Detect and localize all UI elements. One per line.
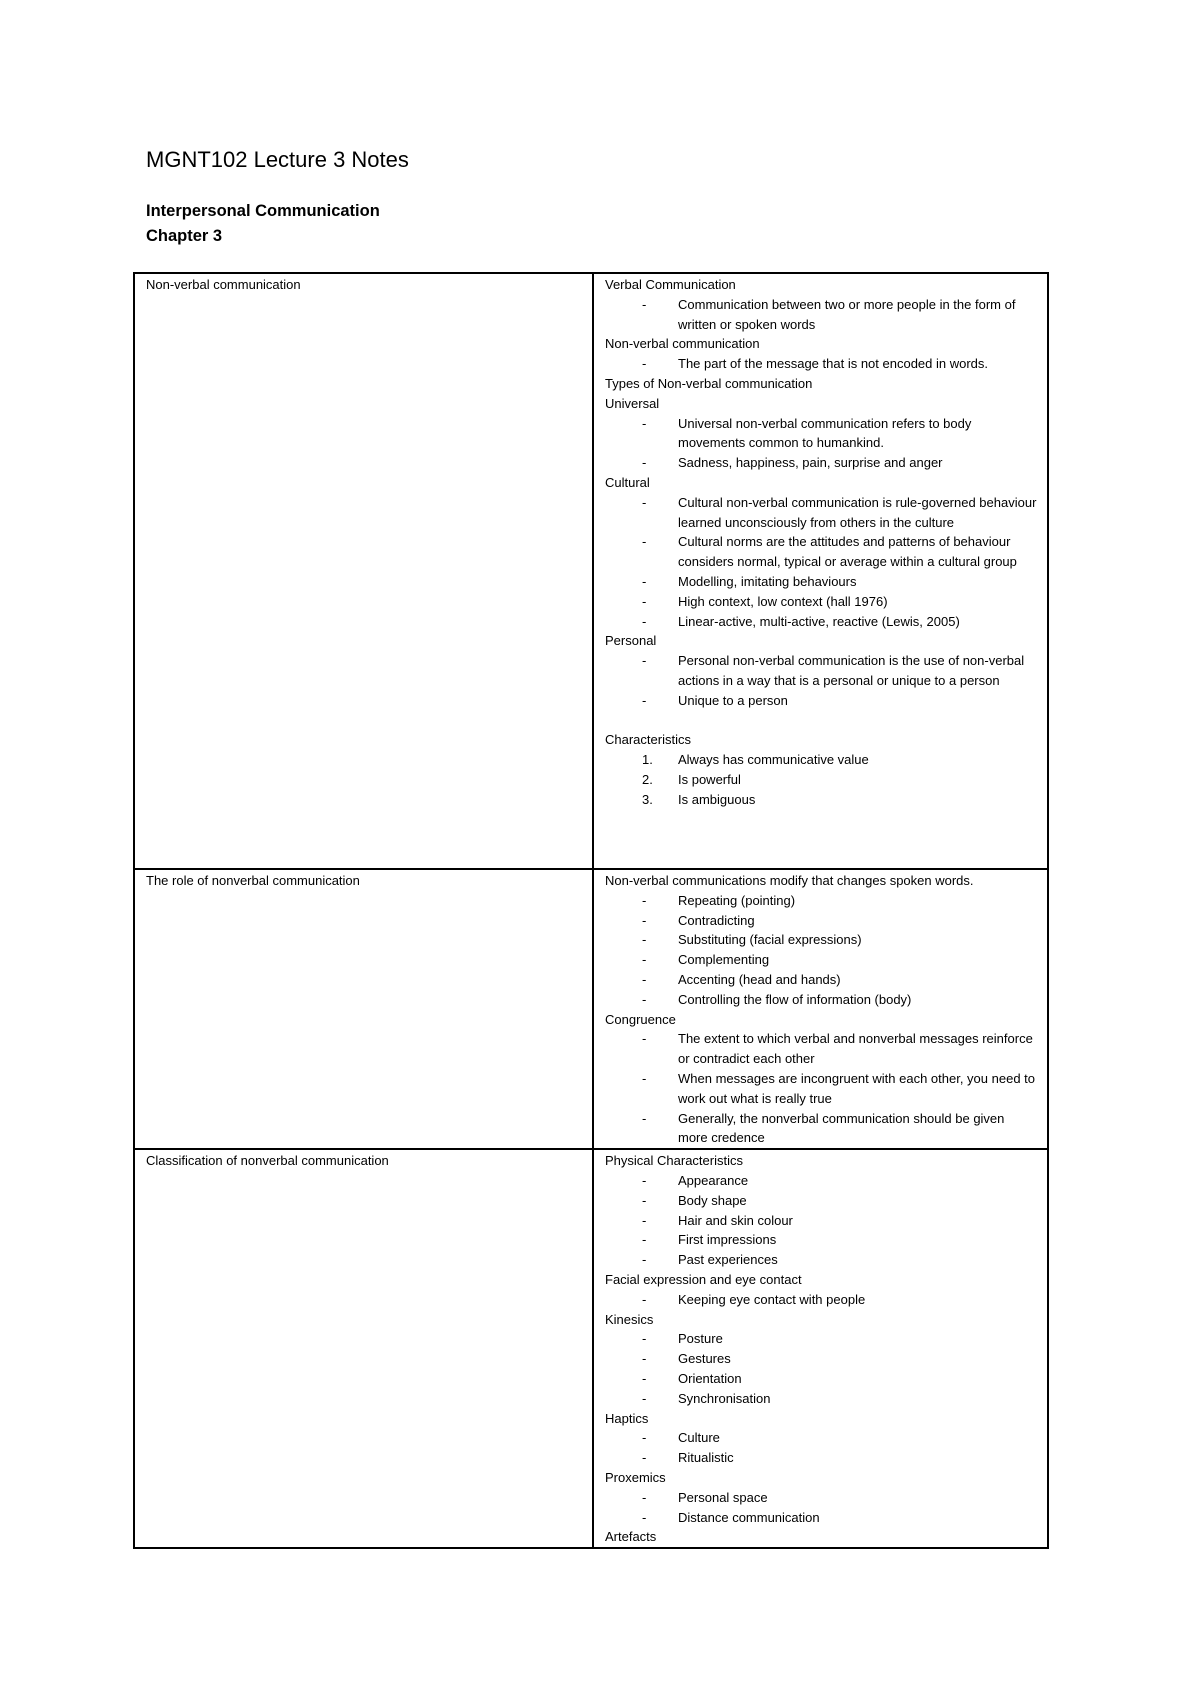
list-item-text: Ritualistic [678, 1450, 734, 1466]
list-marker: - [642, 1430, 647, 1446]
list-marker: - [642, 573, 647, 589]
list-item-text: Cultural non-verbal communication is rule-governed behaviour learned unconsciously from others in the culture [678, 494, 1037, 530]
list-item [605, 1290, 1037, 1310]
list-item [605, 1109, 1037, 1149]
list-marker: - [642, 1291, 647, 1307]
list-item [605, 592, 1037, 612]
notes-cell [593, 273, 1048, 869]
list-item-text: Accenting (head and hands) [678, 971, 841, 987]
list-item [605, 1369, 1037, 1389]
list-marker: - [642, 534, 647, 550]
list-item-text: High context, low context (hall 1976) [678, 593, 888, 609]
list-item-text: Unique to a person [678, 692, 788, 708]
topic-label: Classification of nonverbal communication [146, 1153, 389, 1169]
list-marker: - [642, 1489, 647, 1505]
list-item [605, 790, 1037, 810]
list-item [605, 911, 1037, 931]
list-marker: - [642, 296, 647, 312]
list-item-text: Cultural norms are the attitudes and patterns of behaviour considers normal, typical or average within a cultural group [678, 534, 1017, 570]
list-item [605, 612, 1037, 632]
topic-cell [134, 1149, 593, 1548]
topic-label: The role of nonverbal communication [146, 873, 360, 888]
topic-cell [134, 273, 593, 869]
list-item-text: Hair and skin colour [678, 1212, 793, 1228]
list-marker: - [642, 1110, 647, 1126]
list-item [605, 950, 1037, 970]
chapter-heading: Chapter 3 [146, 227, 223, 245]
list-item-text: Sadness, happiness, pain, surprise and anger [678, 455, 943, 471]
subheading-text: Non-verbal communications modify that changes spoken words. [605, 873, 974, 888]
list-item-text: Personal space [678, 1489, 768, 1505]
list-marker: - [642, 892, 647, 908]
list-item-text: Substituting (facial expressions) [678, 932, 862, 948]
list-marker: - [642, 991, 647, 1007]
list-marker: - [642, 1331, 647, 1347]
table-row [134, 1149, 1048, 1548]
list-item [605, 1329, 1037, 1349]
list-marker: - [642, 692, 647, 708]
list-item-text: Is ambiguous [678, 791, 756, 807]
list-marker: - [642, 971, 647, 987]
list-marker: - [642, 415, 647, 431]
list-item-text: Personal non-verbal communication is the use of non-verbal actions in a way that is a personal or unique to a person [678, 653, 1025, 688]
list-item [605, 1448, 1037, 1468]
list-marker: - [642, 1351, 647, 1367]
list-marker: 2. [642, 771, 653, 787]
list-item [605, 354, 1037, 374]
list-marker: - [642, 593, 647, 609]
table-row [134, 273, 1048, 869]
list-item [605, 1428, 1037, 1448]
list-item-text: Appearance [678, 1172, 749, 1188]
list-marker: - [642, 1509, 647, 1525]
list-item-text: Linear-active, multi-active, reactive (Lewis, 2005) [678, 613, 960, 629]
list-item-text: Body shape [678, 1192, 747, 1208]
subheading-text: Facial expression and eye contact [605, 1271, 802, 1287]
list-item [605, 493, 1037, 533]
list-item [605, 651, 1037, 691]
list-marker: - [642, 494, 647, 510]
topic-cell [134, 869, 593, 1149]
list-marker: - [642, 932, 647, 948]
list-marker: - [642, 613, 647, 629]
list-marker: - [642, 1232, 647, 1248]
list-item-text: The extent to which verbal and nonverbal messages reinforce or contradict each other [678, 1031, 1033, 1067]
list-marker: - [642, 653, 647, 669]
list-item-text: Contradicting [678, 912, 755, 928]
notes-table [133, 272, 1049, 1549]
list-item [605, 970, 1037, 990]
list-item [605, 1029, 1037, 1069]
list-item [605, 1349, 1037, 1369]
list-marker: - [642, 912, 647, 928]
list-item-text: Is powerful [678, 771, 741, 787]
list-item-text: Orientation [678, 1370, 742, 1386]
list-item [605, 1250, 1037, 1270]
list-marker: - [642, 1192, 647, 1208]
list-marker: - [642, 1370, 647, 1386]
list-item-text: Past experiences [678, 1252, 778, 1268]
list-item-text: Culture [678, 1430, 720, 1446]
page-title: MGNT102 Lecture 3 Notes [146, 147, 409, 172]
section-heading: Interpersonal Communication [146, 202, 380, 220]
list-item [605, 1508, 1037, 1528]
list-item-text: Posture [678, 1331, 723, 1347]
list-item [605, 295, 1037, 335]
subheading-text: Proxemics [605, 1469, 666, 1485]
list-marker: - [642, 1212, 647, 1228]
topic-label: Non-verbal communication [146, 277, 301, 292]
subheading-text: Verbal Communication [605, 277, 736, 292]
subheading-text: Haptics [605, 1410, 649, 1426]
subheading-text: Artefacts [605, 1529, 657, 1545]
notes-cell [593, 1149, 1048, 1548]
subheading-text: Congruence [605, 1011, 676, 1027]
list-item-text: The part of the message that is not encoded in words. [678, 356, 989, 372]
list-item-text: Distance communication [678, 1509, 820, 1525]
list-item-text: First impressions [678, 1232, 777, 1248]
list-item [605, 1211, 1037, 1231]
list-item [605, 572, 1037, 592]
blank-line [605, 711, 1037, 731]
list-item-text: Modelling, imitating behaviours [678, 573, 857, 589]
subheading-text: Non-verbal communication [605, 336, 760, 352]
list-item [605, 453, 1037, 473]
list-item-text: Universal non-verbal communication refers to body movements common to humankind. [678, 415, 972, 451]
list-item [605, 930, 1037, 950]
list-item-text: Repeating (pointing) [678, 892, 796, 908]
list-item [605, 1191, 1037, 1211]
list-item [605, 990, 1037, 1010]
subheading-text: Characteristics [605, 732, 691, 748]
subheading-text: Personal [605, 633, 657, 649]
list-marker: - [642, 1252, 647, 1268]
list-marker: - [642, 1031, 647, 1047]
list-item [605, 1171, 1037, 1191]
list-item [605, 891, 1037, 911]
subheading-text: Physical Characteristics [605, 1153, 743, 1169]
list-item-text: Synchronisation [678, 1390, 771, 1406]
list-marker: - [642, 356, 647, 372]
table-row [134, 869, 1048, 1149]
list-item-text: Keeping eye contact with people [678, 1291, 866, 1307]
list-item [605, 691, 1037, 711]
list-item-text: Gestures [678, 1351, 731, 1367]
notes-cell [593, 869, 1048, 1149]
list-marker: - [642, 1450, 647, 1466]
list-marker: - [642, 455, 647, 471]
list-marker: 1. [642, 752, 653, 768]
subheading-text: Types of Non-verbal communication [605, 375, 813, 391]
list-item-text: When messages are incongruent with each other, you need to work out what is really true [678, 1070, 1035, 1106]
list-item [605, 1069, 1037, 1109]
list-item-text: Generally, the nonverbal communication should be given more credence [678, 1110, 1005, 1146]
list-marker: - [642, 1070, 647, 1086]
list-item [605, 1230, 1037, 1250]
list-marker: - [642, 1390, 647, 1406]
list-item-text: Communication between two or more people in the form of written or spoken words [678, 296, 1016, 332]
subheading-text: Kinesics [605, 1311, 654, 1327]
list-item [605, 532, 1037, 572]
list-marker: - [642, 952, 647, 968]
list-marker: 3. [642, 791, 653, 807]
list-marker: - [642, 1172, 647, 1188]
list-item-text: Complementing [678, 952, 770, 968]
list-item [605, 414, 1037, 454]
list-item [605, 1488, 1037, 1508]
subheading-text: Cultural [605, 474, 650, 490]
list-item [605, 1389, 1037, 1409]
subheading-text: Universal [605, 395, 660, 411]
list-item-text: Controlling the flow of information (body) [678, 991, 912, 1007]
list-item [605, 770, 1037, 790]
list-item [605, 750, 1037, 770]
list-item-text: Always has communicative value [678, 752, 869, 768]
